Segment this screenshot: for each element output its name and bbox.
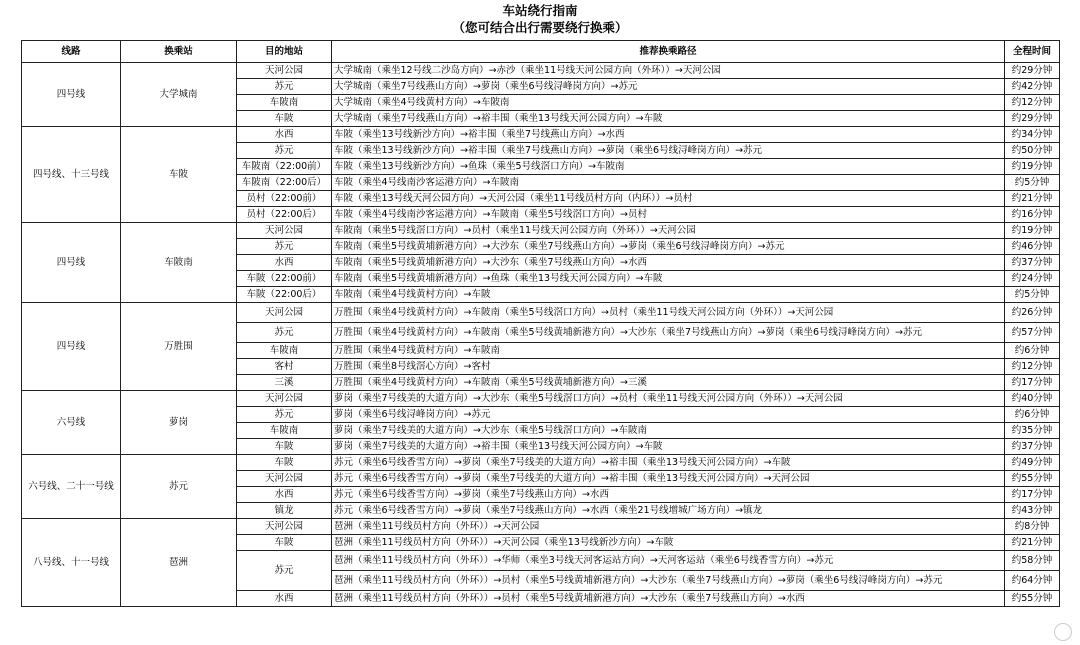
route-cell: 琶洲（乘坐11号线员村方向（外环））→员村（乘坐5号线黄埔新港方向）→大沙东（乘坐7号线燕山方向）→萝岗（乘坐6号线浔峰岗方向）→苏元 <box>332 571 1005 591</box>
time-cell: 约17分钟 <box>1005 375 1060 391</box>
time-cell: 约16分钟 <box>1005 207 1060 223</box>
time-cell: 约40分钟 <box>1005 391 1060 407</box>
detour-guide-table <box>21 40 1060 607</box>
time-cell: 约6分钟 <box>1005 343 1060 359</box>
table-row <box>22 303 1060 323</box>
route-cell: 万胜围（乘坐4号线黄村方向）→车陂南 <box>332 343 1005 359</box>
time-cell: 约26分钟 <box>1005 303 1060 323</box>
route-cell: 大学城南（乘坐12号线二沙岛方向）→赤沙（乘坐11号线天河公园方向（外环））→天河公园 <box>332 63 1005 79</box>
line-cell: 四号线 <box>22 223 121 303</box>
time-cell: 约21分钟 <box>1005 191 1060 207</box>
destination-cell: 车陂（22:00前） <box>237 271 332 287</box>
route-cell: 车陂（乘坐4号线南沙客运港方向）→车陂南（乘坐5号线滘口方向）→员村 <box>332 207 1005 223</box>
destination-cell: 客村 <box>237 359 332 375</box>
time-cell: 约49分钟 <box>1005 455 1060 471</box>
time-cell: 约12分钟 <box>1005 95 1060 111</box>
time-cell: 约58分钟 <box>1005 551 1060 571</box>
table-row <box>22 519 1060 535</box>
table-row <box>22 223 1060 239</box>
time-cell: 约64分钟 <box>1005 571 1060 591</box>
destination-cell: 车陂 <box>237 455 332 471</box>
col-header-route: 推荐换乘路径 <box>332 41 1005 63</box>
route-cell: 车陂南（乘坐5号线滘口方向）→员村（乘坐11号线天河公园方向（外环））→天河公园 <box>332 223 1005 239</box>
time-cell: 约37分钟 <box>1005 439 1060 455</box>
time-cell: 约24分钟 <box>1005 271 1060 287</box>
route-cell: 萝岗（乘坐7号线美的大道方向）→大沙东（乘坐5号线滘口方向）→车陂南 <box>332 423 1005 439</box>
time-cell: 约46分钟 <box>1005 239 1060 255</box>
destination-cell: 车陂 <box>237 439 332 455</box>
time-cell: 约34分钟 <box>1005 127 1060 143</box>
time-cell: 约21分钟 <box>1005 535 1060 551</box>
col-header-time: 全程时间 <box>1005 41 1060 63</box>
route-cell: 车陂（乘坐13号线新沙方向）→裕丰围（乘坐7号线燕山方向）→萝岗（乘坐6号线浔峰岗方向）→苏元 <box>332 143 1005 159</box>
table-row <box>22 455 1060 471</box>
destination-cell: 员村（22:00前） <box>237 191 332 207</box>
line-cell: 六号线 <box>22 391 121 455</box>
transfer-station-cell: 车陂南 <box>121 223 237 303</box>
time-cell: 约29分钟 <box>1005 111 1060 127</box>
col-header-transfer-station: 换乘站 <box>121 41 237 63</box>
route-cell: 万胜围（乘坐8号线滘心方向）→客村 <box>332 359 1005 375</box>
destination-cell: 三溪 <box>237 375 332 391</box>
time-cell: 约12分钟 <box>1005 359 1060 375</box>
destination-cell: 天河公园 <box>237 519 332 535</box>
destination-cell: 员村（22:00后） <box>237 207 332 223</box>
destination-cell: 车陂南（22:00前） <box>237 159 332 175</box>
transfer-station-cell: 琶洲 <box>121 519 237 607</box>
time-cell: 约42分钟 <box>1005 79 1060 95</box>
route-cell: 大学城南（乘坐7号线燕山方向）→萝岗（乘坐6号线浔峰岗方向）→苏元 <box>332 79 1005 95</box>
destination-cell: 苏元 <box>237 143 332 159</box>
table-row <box>22 63 1060 79</box>
col-header-line: 线路 <box>22 41 121 63</box>
time-cell: 约35分钟 <box>1005 423 1060 439</box>
destination-cell: 苏元 <box>237 79 332 95</box>
destination-cell: 天河公园 <box>237 303 332 323</box>
destination-cell: 水西 <box>237 487 332 503</box>
route-cell: 车陂（乘坐13号线新沙方向）→裕丰围（乘坐7号线燕山方向）→水西 <box>332 127 1005 143</box>
transfer-station-cell: 万胜围 <box>121 303 237 391</box>
line-cell: 四号线 <box>22 63 121 127</box>
destination-cell: 车陂南 <box>237 95 332 111</box>
route-cell: 萝岗（乘坐7号线美的大道方向）→裕丰围（乘坐13号线天河公园方向）→车陂 <box>332 439 1005 455</box>
route-cell: 车陂（乘坐13号线新沙方向）→鱼珠（乘坐5号线滘口方向）→车陂南 <box>332 159 1005 175</box>
destination-cell: 车陂南（22:00后） <box>237 175 332 191</box>
destination-cell: 车陂 <box>237 111 332 127</box>
transfer-station-cell: 车陂 <box>121 127 237 223</box>
page-title: 车站绕行指南 <box>502 3 578 18</box>
destination-cell: 水西 <box>237 591 332 607</box>
destination-cell: 车陂南 <box>237 423 332 439</box>
destination-cell: 车陂南 <box>237 343 332 359</box>
route-cell: 车陂南（乘坐5号线黄埔新港方向）→鱼珠（乘坐13号线天河公园方向）→车陂 <box>332 271 1005 287</box>
line-cell: 四号线 <box>22 303 121 391</box>
destination-cell: 水西 <box>237 255 332 271</box>
time-cell: 约6分钟 <box>1005 407 1060 423</box>
route-cell: 苏元（乘坐6号线香雪方向）→萝岗（乘坐7号线燕山方向）→水西 <box>332 487 1005 503</box>
time-cell: 约19分钟 <box>1005 159 1060 175</box>
destination-cell: 天河公园 <box>237 63 332 79</box>
table-header-row <box>22 41 1060 63</box>
route-cell: 车陂（乘坐4号线南沙客运港方向）→车陂南 <box>332 175 1005 191</box>
destination-cell: 苏元 <box>237 407 332 423</box>
col-header-destination: 目的地站 <box>237 41 332 63</box>
time-cell: 约37分钟 <box>1005 255 1060 271</box>
route-cell: 琶洲（乘坐11号线员村方向（外环））→天河公园（乘坐13号线新沙方向）→车陂 <box>332 535 1005 551</box>
transfer-station-cell: 萝岗 <box>121 391 237 455</box>
route-cell: 琶洲（乘坐11号线员村方向（外环））→华师（乘坐3号线天河客运站方向）→天河客运站（乘坐6号线香雪方向）→苏元 <box>332 551 1005 571</box>
time-cell: 约55分钟 <box>1005 591 1060 607</box>
transfer-station-cell: 大学城南 <box>121 63 237 127</box>
route-cell: 车陂（乘坐13号线天河公园方向）→天河公园（乘坐11号线员村方向（内环））→员村 <box>332 191 1005 207</box>
route-cell: 车陂南（乘坐5号线黄埔新港方向）→大沙东（乘坐7号线燕山方向）→水西 <box>332 255 1005 271</box>
time-cell: 约43分钟 <box>1005 503 1060 519</box>
route-cell: 琶洲（乘坐11号线员村方向（外环））→天河公园 <box>332 519 1005 535</box>
destination-cell: 天河公园 <box>237 391 332 407</box>
time-cell: 约29分钟 <box>1005 63 1060 79</box>
table-row <box>22 127 1060 143</box>
route-cell: 萝岗（乘坐7号线美的大道方向）→大沙东（乘坐5号线滘口方向）→员村（乘坐11号线天河公园方向（外环））→天河公园 <box>332 391 1005 407</box>
destination-cell: 苏元 <box>237 323 332 343</box>
destination-cell: 车陂 <box>237 535 332 551</box>
route-cell: 大学城南（乘坐7号线燕山方向）→裕丰围（乘坐13号线天河公园方向）→车陂 <box>332 111 1005 127</box>
destination-cell: 车陂（22:00后） <box>237 287 332 303</box>
transfer-station-cell: 苏元 <box>121 455 237 519</box>
line-cell: 四号线、十三号线 <box>22 127 121 223</box>
table-row <box>22 391 1060 407</box>
route-cell: 苏元（乘坐6号线香雪方向）→萝岗（乘坐7号线美的大道方向）→裕丰围（乘坐13号线天河公园方向）→天河公园 <box>332 471 1005 487</box>
route-cell: 车陂南（乘坐4号线黄村方向）→车陂 <box>332 287 1005 303</box>
time-cell: 约57分钟 <box>1005 323 1060 343</box>
destination-cell: 水西 <box>237 127 332 143</box>
time-cell: 约19分钟 <box>1005 223 1060 239</box>
page-subtitle: （您可结合出行需要绕行换乘） <box>452 20 628 35</box>
route-cell: 万胜围（乘坐4号线黄村方向）→车陂南（乘坐5号线黄埔新港方向）→大沙东（乘坐7号线燕山方向）→萝岗（乘坐6号线浔峰岗方向）→苏元 <box>332 323 1005 343</box>
route-cell: 苏元（乘坐6号线香雪方向）→萝岗（乘坐7号线燕山方向）→水西（乘坐21号线增城广场方向）→镇龙 <box>332 503 1005 519</box>
destination-cell: 苏元 <box>237 239 332 255</box>
route-cell: 萝岗（乘坐6号线浔峰岗方向）→苏元 <box>332 407 1005 423</box>
route-cell: 大学城南（乘坐4号线黄村方向）→车陂南 <box>332 95 1005 111</box>
time-cell: 约55分钟 <box>1005 471 1060 487</box>
destination-cell: 镇龙 <box>237 503 332 519</box>
time-cell: 约8分钟 <box>1005 519 1060 535</box>
route-cell: 万胜围（乘坐4号线黄村方向）→车陂南（乘坐5号线黄埔新港方向）→三溪 <box>332 375 1005 391</box>
watermark-icon <box>1054 623 1072 641</box>
route-cell: 琶洲（乘坐11号线员村方向（外环））→员村（乘坐5号线黄埔新港方向）→大沙东（乘坐7号线燕山方向）→水西 <box>332 591 1005 607</box>
line-cell: 六号线、二十一号线 <box>22 455 121 519</box>
time-cell: 约17分钟 <box>1005 487 1060 503</box>
destination-cell: 苏元 <box>237 551 332 591</box>
route-cell: 苏元（乘坐6号线香雪方向）→萝岗（乘坐7号线美的大道方向）→裕丰围（乘坐13号线天河公园方向）→车陂 <box>332 455 1005 471</box>
time-cell: 约50分钟 <box>1005 143 1060 159</box>
route-cell: 万胜围（乘坐4号线黄村方向）→车陂南（乘坐5号线滘口方向）→员村（乘坐11号线天河公园方向（外环））→天河公园 <box>332 303 1005 323</box>
time-cell: 约5分钟 <box>1005 287 1060 303</box>
time-cell: 约5分钟 <box>1005 175 1060 191</box>
table-body <box>22 63 1060 607</box>
destination-cell: 天河公园 <box>237 223 332 239</box>
line-cell: 八号线、十一号线 <box>22 519 121 607</box>
route-cell: 车陂南（乘坐5号线黄埔新港方向）→大沙东（乘坐7号线燕山方向）→萝岗（乘坐6号线浔峰岗方向）→苏元 <box>332 239 1005 255</box>
destination-cell: 天河公园 <box>237 471 332 487</box>
